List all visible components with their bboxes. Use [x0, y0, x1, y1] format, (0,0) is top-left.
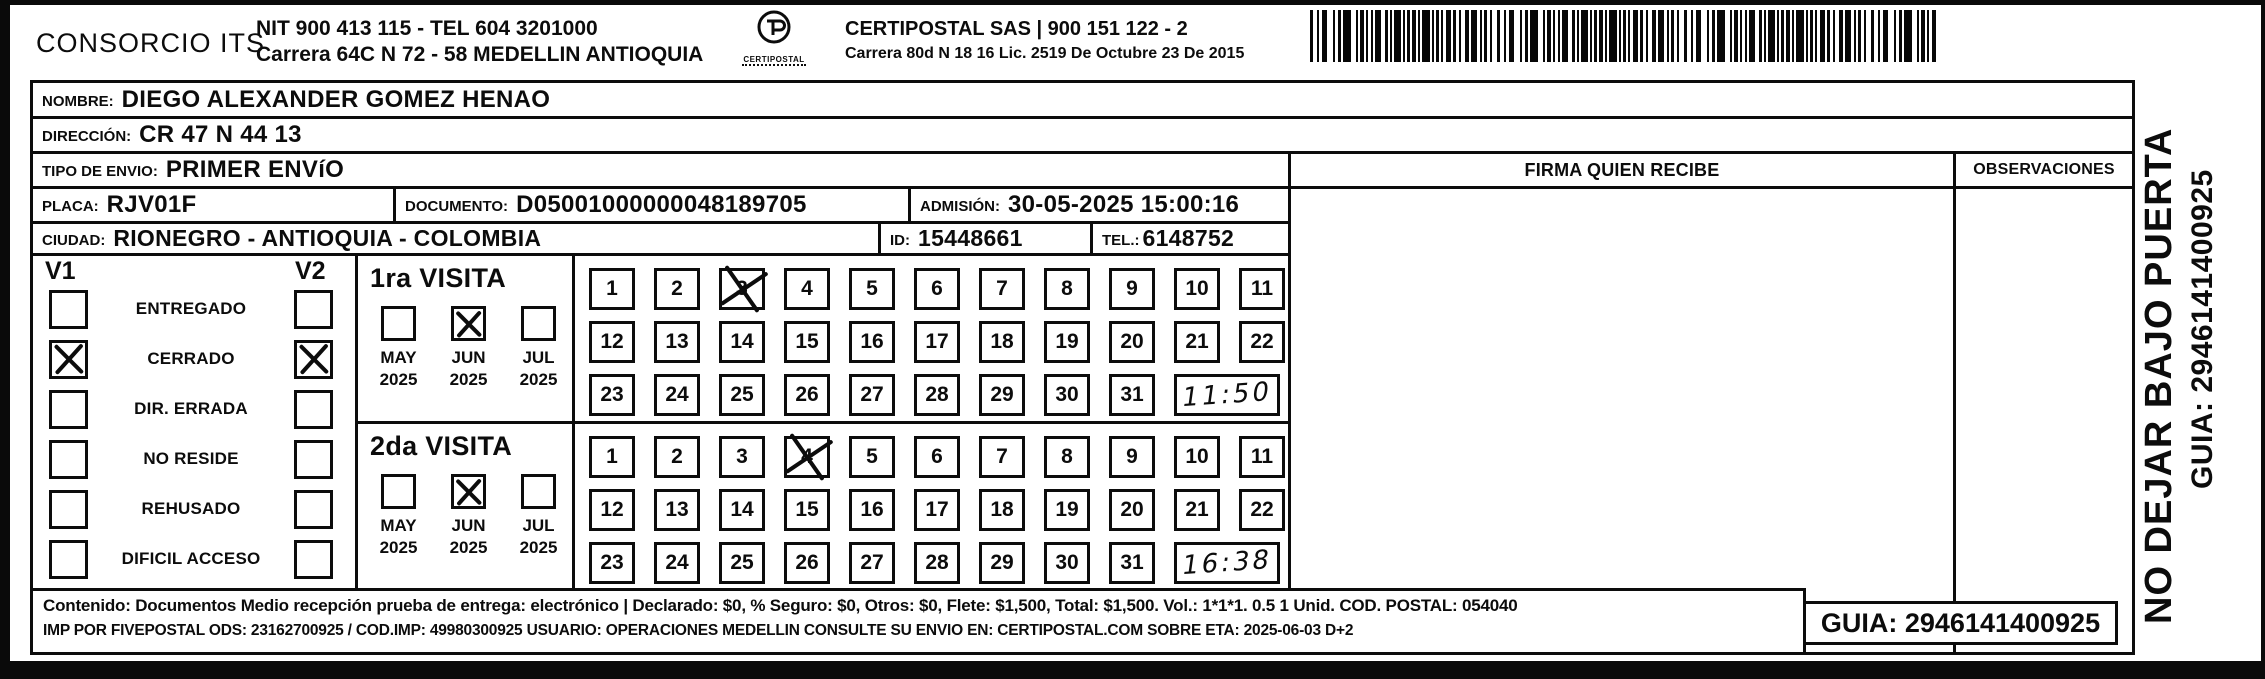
x-mark	[454, 309, 483, 338]
barcode-bar	[1917, 10, 1919, 62]
day-box-25: 25	[719, 374, 765, 416]
side-guia-text: GUIA: 2946141400925	[2186, 169, 2219, 489]
barcode-bar	[1691, 10, 1693, 62]
month-grid	[370, 306, 572, 390]
barcode-bar	[1525, 10, 1528, 62]
day-box-9: 9	[1109, 436, 1155, 478]
barcode-bar	[1418, 10, 1420, 62]
calendar-row	[589, 268, 1291, 310]
barcode-bar	[1759, 10, 1762, 62]
v2-checkbox-entregado	[294, 290, 333, 329]
ciudad-label: CIUDAD:	[42, 231, 106, 249]
provider-address: Carrera 80d N 18 16 Lic. 2519 De Octubre 23 De 2015	[845, 45, 1245, 62]
day-box-5: 5	[849, 436, 895, 478]
id-value: 15448661	[918, 225, 1023, 251]
day-box-16: 16	[849, 321, 895, 363]
month-year: 2025	[379, 370, 418, 389]
month-name: JUN	[451, 348, 486, 367]
barcode-bar	[1833, 10, 1835, 62]
visit-2-calendar	[575, 421, 1291, 588]
barcode-bar	[1366, 10, 1368, 62]
visit-time-box	[1174, 374, 1280, 416]
barcode-bar	[1696, 10, 1701, 62]
barcode-bar	[1520, 10, 1522, 62]
status-row-cerrado	[33, 340, 355, 379]
month-checkbox-jun	[451, 474, 486, 509]
barcode-bar	[1317, 10, 1319, 62]
day-box-19: 19	[1044, 321, 1090, 363]
status-label: DIR. ERRADA	[134, 399, 248, 418]
barcode-bar	[1712, 10, 1715, 62]
status-row-dir-errada	[33, 390, 355, 429]
day-box-13: 13	[654, 321, 700, 363]
handwritten-time: 11:50	[1180, 376, 1274, 414]
x-mark	[454, 477, 483, 506]
v1-checkbox-cerrado	[49, 340, 88, 379]
barcode-bar	[1707, 10, 1709, 62]
barcode-bar	[1858, 10, 1861, 62]
barcode-bar	[1412, 10, 1416, 62]
barcode-bar	[1497, 10, 1500, 62]
day-box-27: 27	[849, 542, 895, 584]
barcode-bar	[1932, 10, 1936, 62]
barcode-bar	[1628, 10, 1630, 62]
barcode-bar	[1407, 10, 1410, 62]
barcode-bar	[1543, 10, 1545, 62]
day-box-8: 8	[1044, 436, 1090, 478]
footer-fineprint	[33, 588, 1806, 652]
day-box-1: 1	[589, 268, 635, 310]
day-box-14: 14	[719, 489, 765, 531]
barcode-bar	[1764, 10, 1766, 62]
barcode-bar	[1375, 10, 1381, 62]
v1-checkbox-dificil-acceso	[49, 540, 88, 579]
visit-1-calendar	[575, 256, 1291, 421]
day-box-1: 1	[589, 436, 635, 478]
provider-block	[845, 17, 1244, 65]
barcode-bar	[1640, 10, 1643, 62]
guia-box	[1803, 601, 2118, 645]
barcode-bar	[1652, 10, 1656, 62]
barcode-bar	[1894, 10, 1896, 62]
visit-title: 1ra VISITA	[370, 263, 507, 293]
day-box-3: 3	[719, 436, 765, 478]
barcode-bar	[1322, 10, 1327, 62]
v1-checkbox-no-reside	[49, 440, 88, 479]
guia-number: GUIA: 2946141400925	[1820, 607, 2101, 638]
calendar-row	[589, 321, 1291, 363]
barcode-bar	[1562, 10, 1568, 62]
day-box-10: 10	[1174, 268, 1220, 310]
day-box-20: 20	[1109, 489, 1155, 531]
month-may	[370, 474, 427, 558]
barcode-bar	[1904, 10, 1912, 62]
admision-value: 30-05-2025 15:00:16	[1008, 191, 1240, 218]
nombre-row	[33, 83, 2132, 119]
observaciones-header-cell	[1953, 154, 2132, 189]
day-box-11: 11	[1239, 436, 1285, 478]
admision-label: ADMISIÓN:	[920, 198, 1000, 215]
day-box-19: 19	[1044, 489, 1090, 531]
placa-value: RJV01F	[106, 191, 197, 218]
barcode-bar	[1684, 10, 1687, 62]
day-box-8: 8	[1044, 268, 1090, 310]
firma-signature-area	[1291, 189, 1953, 652]
barcode-bar	[1338, 10, 1341, 62]
status-row-no-reside	[33, 440, 355, 479]
direccion-row	[33, 119, 2132, 154]
day-box-23: 23	[589, 542, 635, 584]
v1-header: V1	[45, 257, 76, 285]
barcode-bar	[1577, 10, 1579, 62]
barcode-bar	[1453, 10, 1456, 62]
month-year: 2025	[449, 370, 488, 389]
barcode-bar	[1446, 10, 1451, 62]
v1-checkbox-entregado	[49, 290, 88, 329]
status-row-dificil-acceso	[33, 540, 355, 579]
barcode-bar	[1441, 10, 1443, 62]
day-box-21: 21	[1174, 321, 1220, 363]
barcode-bar	[1599, 10, 1603, 62]
month-checkbox-may	[381, 306, 416, 341]
barcode-bar	[1590, 10, 1592, 62]
barcode-bar	[1594, 10, 1597, 62]
visits-section	[33, 256, 1291, 588]
month-year: 2025	[449, 538, 488, 557]
barcode-bar	[1403, 10, 1405, 62]
direccion-label: DIRECCIÓN:	[42, 128, 132, 145]
month-checkbox-may	[381, 474, 416, 509]
barcode-bar	[1605, 10, 1607, 62]
barcode-bar	[1581, 10, 1588, 62]
barcode-bar	[1781, 10, 1784, 62]
firma-header: FIRMA QUIEN RECIBE	[1524, 159, 1720, 180]
barcode-bar	[1394, 10, 1401, 62]
calendar-row	[589, 489, 1291, 531]
scan-edge-right	[2261, 0, 2265, 679]
v2-checkbox-dir-errada	[294, 390, 333, 429]
day-box-31: 31	[1109, 374, 1155, 416]
barcode-bar	[1465, 10, 1469, 62]
barcode-bar	[1749, 10, 1755, 62]
barcode-bar	[1820, 10, 1825, 62]
v2-checkbox-rehusado	[294, 490, 333, 529]
company-contact-block	[256, 16, 703, 68]
day-box-2: 2	[654, 436, 700, 478]
barcode-bar	[1815, 10, 1817, 62]
v2-checkbox-cerrado	[294, 340, 333, 379]
day-box-30: 30	[1044, 542, 1090, 584]
id-cell	[881, 224, 1093, 256]
ciudad-cell	[33, 224, 881, 256]
scan-edge-top	[0, 0, 2265, 5]
month-checkbox-jul	[521, 474, 556, 509]
barcode-bar	[1740, 10, 1742, 62]
day-box-17: 17	[914, 321, 960, 363]
status-row-rehusado	[33, 490, 355, 529]
company-address-line: Carrera 64C N 72 - 58 MEDELLIN ANTIOQUIA	[256, 43, 704, 66]
barcode-bar	[1730, 10, 1732, 62]
delivery-form	[30, 80, 2135, 655]
day-box-22: 22	[1239, 489, 1285, 531]
tipo-envio-label: TIPO DE ENVIO:	[42, 163, 158, 180]
status-label: DIFICIL ACCESO	[121, 549, 261, 568]
observaciones-header: OBSERVACIONES	[1973, 161, 2115, 178]
visit-title: 2da VISITA	[370, 431, 513, 461]
barcode-bar	[1777, 10, 1779, 62]
placa-label: PLACA:	[42, 198, 99, 215]
barcode-bar	[1623, 10, 1626, 62]
month-name: JUL	[522, 348, 555, 367]
documento-cell	[396, 189, 911, 224]
visit-2-month-panel	[355, 421, 575, 588]
direccion-value: CR 47 N 44 13	[139, 121, 302, 148]
barcode-bar	[1471, 10, 1477, 62]
calendar-row	[589, 542, 1291, 584]
documento-value: D05001000000048189705	[516, 191, 807, 218]
barcode-bar	[1878, 10, 1880, 62]
barcode-bar	[1432, 10, 1434, 62]
barcode-bar	[1845, 10, 1851, 62]
barcode-bar	[1786, 10, 1790, 62]
x-mark	[52, 343, 85, 376]
day-box-28: 28	[914, 374, 960, 416]
status-label: CERRADO	[147, 349, 235, 368]
status-label: NO RESIDE	[143, 449, 239, 468]
day-box-7: 7	[979, 268, 1025, 310]
day-box-30: 30	[1044, 374, 1090, 416]
day-box-21: 21	[1174, 489, 1220, 531]
day-box-12: 12	[589, 489, 635, 531]
firma-header-cell	[1291, 154, 1953, 189]
barcode-bar	[1827, 10, 1830, 62]
barcode-bar	[1734, 10, 1738, 62]
tel-cell	[1093, 224, 1291, 256]
month-year: 2025	[519, 538, 558, 557]
handwritten-time: 16:38	[1180, 544, 1274, 582]
observaciones-area	[1953, 189, 2132, 652]
barcode-bar	[1480, 10, 1482, 62]
barcode-bar	[1646, 10, 1648, 62]
barcode-bar	[1667, 10, 1669, 62]
day-box-9: 9	[1109, 268, 1155, 310]
admision-cell	[911, 189, 1291, 224]
barcode-bar	[1768, 10, 1775, 62]
month-checkbox-jul	[521, 306, 556, 341]
certipostal-logo	[742, 8, 806, 66]
month-name: JUL	[522, 516, 555, 535]
barcode-bar	[1310, 10, 1313, 62]
barcode-bar	[1864, 10, 1866, 62]
tipo-envio-value: PRIMER ENVíO	[165, 156, 345, 183]
status-rows	[33, 284, 355, 584]
month-may	[370, 306, 427, 390]
barcode-bar	[1371, 10, 1373, 62]
month-jul	[510, 306, 567, 390]
day-box-24: 24	[654, 374, 700, 416]
month-jul	[510, 474, 567, 558]
barcode-bar	[1806, 10, 1808, 62]
barcode-bar	[1792, 10, 1794, 62]
barcode-bar	[1509, 10, 1514, 62]
day-box-6: 6	[914, 268, 960, 310]
barcode-bar	[1484, 10, 1487, 62]
barcode-bar	[1343, 10, 1351, 62]
day-box-18: 18	[979, 321, 1025, 363]
tipo-envio-cell	[33, 154, 1291, 189]
day-box-20: 20	[1109, 321, 1155, 363]
barcode-bar	[1871, 10, 1874, 62]
v1-checkbox-dir-errada	[49, 390, 88, 429]
barcode-bar	[1436, 10, 1439, 62]
barcode-bar	[1360, 10, 1364, 62]
day-box-6: 6	[914, 436, 960, 478]
nombre-value: DIEGO ALEXANDER GOMEZ HENAO	[121, 85, 551, 113]
barcode-bar	[1717, 10, 1725, 62]
status-row-entregado	[33, 290, 355, 329]
day-box-4: 4	[784, 268, 830, 310]
nombre-label: NOMBRE:	[42, 92, 114, 110]
day-box-26: 26	[784, 374, 830, 416]
day-box-13: 13	[654, 489, 700, 531]
day-box-29: 29	[979, 374, 1025, 416]
day-box-25: 25	[719, 542, 765, 584]
barcode-bar	[1547, 10, 1551, 62]
month-year: 2025	[519, 370, 558, 389]
barcode-bar	[1899, 10, 1902, 62]
tel-label: TEL.:	[1102, 231, 1140, 249]
month-name: MAY	[380, 348, 417, 367]
day-box-2: 2	[654, 268, 700, 310]
day-box-17: 17	[914, 489, 960, 531]
barcode-bar	[1854, 10, 1856, 62]
day-box-3: 3	[719, 268, 765, 310]
barcode-bar	[1921, 10, 1925, 62]
status-label: ENTREGADO	[135, 299, 247, 318]
barcode-bar	[1333, 10, 1335, 62]
day-box-4: 4	[784, 436, 830, 478]
day-box-15: 15	[784, 489, 830, 531]
barcode-bar	[1572, 10, 1575, 62]
barcode-bar	[1658, 10, 1664, 62]
day-box-5: 5	[849, 268, 895, 310]
barcode-bar	[1677, 10, 1679, 62]
calendar-row	[589, 374, 1291, 416]
v1-checkbox-rehusado	[49, 490, 88, 529]
barcode-bar	[1745, 10, 1747, 62]
day-box-29: 29	[979, 542, 1025, 584]
barcode-bar	[1553, 10, 1555, 62]
day-box-14: 14	[719, 321, 765, 363]
barcode-bar	[1609, 10, 1617, 62]
barcode-bar	[1810, 10, 1813, 62]
barcode-bar	[1459, 10, 1461, 62]
day-box-24: 24	[654, 542, 700, 584]
barcode-bar	[1619, 10, 1621, 62]
barcode-bar	[1883, 10, 1888, 62]
month-name: MAY	[380, 516, 417, 535]
v2-checkbox-dificil-acceso	[294, 540, 333, 579]
barcode-bar	[1490, 10, 1492, 62]
day-box-15: 15	[784, 321, 830, 363]
barcode-bar	[1356, 10, 1358, 62]
month-year: 2025	[379, 538, 418, 557]
month-jun	[440, 306, 497, 390]
status-panel	[33, 256, 355, 588]
logo-caption: CERTIPOSTAL	[743, 55, 805, 64]
placa-cell	[33, 189, 396, 224]
day-box-28: 28	[914, 542, 960, 584]
barcode-bar	[1671, 10, 1674, 62]
month-jun	[440, 474, 497, 558]
footer-line1: Contenido: Documentos Medio recepción prueba de entrega: electrónico | Declarado: $0, % Seguro: $0, Otros: $0, Flete: $1,500, Total: $1,500. Vol.: 1*1*1. 0.5 1 Unid. COD. POSTAL: 054040	[43, 596, 1518, 615]
barcode-bar	[1927, 10, 1929, 62]
calendar-row	[589, 436, 1291, 478]
v2-header: V2	[295, 257, 326, 285]
status-label: REHUSADO	[141, 499, 241, 518]
id-label: ID:	[890, 231, 910, 249]
day-box-23: 23	[589, 374, 635, 416]
company-nit-line: NIT 900 413 115 - TEL 604 3201000	[256, 17, 598, 40]
day-box-22: 22	[1239, 321, 1285, 363]
barcode-bar	[1530, 10, 1538, 62]
day-box-18: 18	[979, 489, 1025, 531]
month-checkbox-jun	[451, 306, 486, 341]
day-box-10: 10	[1174, 436, 1220, 478]
tracking-barcode	[1310, 10, 1958, 62]
v2-checkbox-no-reside	[294, 440, 333, 479]
day-box-16: 16	[849, 489, 895, 531]
tel-value: 6148752	[1142, 225, 1235, 251]
barcode-bar	[1422, 10, 1430, 62]
scan-edge-bottom	[0, 661, 2265, 679]
barcode-bar	[1839, 10, 1843, 62]
barcode-bar	[1504, 10, 1506, 62]
ciudad-value: RIONEGRO - ANTIOQUIA - COLOMBIA	[113, 225, 542, 251]
day-box-7: 7	[979, 436, 1025, 478]
day-box-12: 12	[589, 321, 635, 363]
scan-edge-left	[0, 0, 10, 679]
visit-1-month-panel	[355, 256, 575, 421]
provider-line: CERTIPOSTAL SAS | 900 151 122 - 2	[845, 18, 1188, 40]
company-name: CONSORCIO ITS	[36, 28, 266, 58]
footer-line2: IMP POR FIVEPOSTAL ODS: 23162700925 / COD.IMP: 49980300925 USUARIO: OPERACIONES MEDELLIN CONSULTE SU ENVIO EN: CERTIPOSTAL.COM SOBRE ETA: 2025-06-03 D+2	[43, 622, 1354, 639]
barcode-bar	[1385, 10, 1388, 62]
x-mark	[297, 343, 330, 376]
day-box-26: 26	[784, 542, 830, 584]
documento-label: DOCUMENTO:	[405, 198, 509, 215]
month-grid	[370, 474, 572, 558]
certipostal-logo-icon	[748, 8, 800, 52]
barcode-bar	[1558, 10, 1560, 62]
side-warning-text: NO DEJAR BAJO PUERTA	[2138, 127, 2180, 624]
barcode-bar	[1390, 10, 1392, 62]
day-box-27: 27	[849, 374, 895, 416]
month-name: JUN	[451, 516, 486, 535]
barcode-bar	[1633, 10, 1638, 62]
barcode-bar	[1796, 10, 1804, 62]
day-box-11: 11	[1239, 268, 1285, 310]
day-box-31: 31	[1109, 542, 1155, 584]
visit-time-box	[1174, 542, 1280, 584]
